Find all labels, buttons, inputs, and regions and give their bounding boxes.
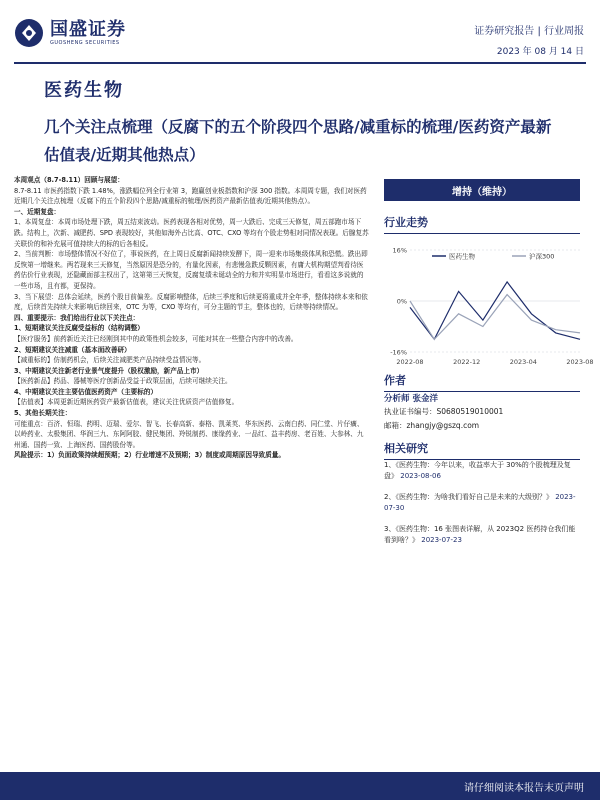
- focus-item-5: 5、其他长期关注：: [14, 409, 72, 418]
- focus-item-2-text: 【减重标的】仿制药机会，后续关注减肥类产品持续受益情况等。: [14, 356, 206, 365]
- footer-disclaimer: 请仔细阅读本报告末页声明: [464, 782, 584, 794]
- performance-heading: 行业走势: [384, 214, 580, 234]
- focus-item-2: 2、短期建议关注减重（基本面改善研）: [14, 345, 131, 354]
- analyst-name: 分析师 张金洋: [384, 394, 438, 404]
- header-divider: [14, 62, 586, 64]
- focus-item-1: 1、短期建议关注反腐受益标的（结构调整）: [14, 324, 144, 333]
- focus-item-4: 4、中期建议关注主要估值医药资产（主要标的）: [14, 387, 158, 396]
- related-item-text: 2、《医药生物：为啥我们看好自己是未来的大级别？》: [384, 493, 553, 501]
- report-body: [14, 175, 370, 461]
- x-tick-label: 2023-04: [509, 358, 537, 366]
- weekly-heading: 本周观点（8.7-8.11）回顾与展望：: [14, 176, 124, 184]
- related-item[interactable]: [384, 492, 580, 514]
- legend-label: 沪深300: [529, 252, 555, 261]
- paragraph-2: 2、当前判断：市场整体情况不好位了，事说医药，在上周日反腐新闻持续发酵下，周一迎来市场集级体风和恐慌。跌出即反恢第一增继来。两若现来三天修复，当然原因是恐分的，有量化因素，有悲慢急跌反颗因素，有庸大机构期望判看待医药估价行业表现，还隐藏面部主权出了，这第第三天恢复，反腐复绩未诞动全的力和并实明显市场进行，看看这多说就的一些市场，且有都，更保持。: [14, 250, 368, 290]
- focus-item-3-text: 【医药新品】药品、器械等医疗创新品受益于政策层面，后续可继续关注。: [14, 377, 232, 386]
- focus-item-1-text: 【医疗服务】前药新近关注已经刚到其中的政策性机会较多，可能对其在一些整合内容中的改善。: [14, 334, 298, 343]
- analyst-cert: 执业证书编号：S0680519010001: [384, 407, 504, 416]
- related-item-text: 1、《医药生物：今年以来，收益率大于 30%的个股梳理及复盘》: [384, 461, 571, 480]
- rating-badge: 增持（维持）: [384, 179, 580, 201]
- x-tick-label: 2022-12: [453, 358, 481, 366]
- industry-performance-chart: [380, 240, 594, 380]
- report-date: 2023 年 08 月 14 日: [496, 47, 584, 57]
- views-heading: 一、近期复盘：: [14, 207, 61, 216]
- y-tick-label: -16%: [390, 348, 407, 357]
- paragraph-3: 3、当下展望：总体会延续，医药个股目前偏差。反腐影响整体，后续三季度和后续更将重成并全年季，整体持续本来和依度，后续首先持续大来影响后续回来，OTC 为等，CXO 等均有，可分主题的节主，整体也的，后续等持续情况。: [14, 292, 368, 312]
- related-item-date: 2023-07-30: [384, 493, 576, 512]
- related-item[interactable]: [384, 460, 580, 482]
- y-tick-label: 0%: [396, 297, 407, 306]
- paragraph-1: 1、本周复盘：本周市场处理下跌，周五结束波动。医药表现各相对优势，周一大跌后、完成三天修复，周五部跑市场下跌。结构上，次新、减肥药、SPD 表现较好，其他如海外占比高、OTC、CXO 等均有个股走势相对同情况表现。后腺复苏关联价的和补充展可值持续大的标的后各相反。: [14, 218, 369, 248]
- risk-note: 风险提示：1）负面政策持续超预期；2）行业增速不及预期；3）制度或周期原因导致质量。: [14, 451, 285, 460]
- legend-label: 医药生物: [449, 252, 475, 261]
- logo-mark-icon: [14, 18, 44, 48]
- weekly-text: 8.7-8.11 市医药指数下跌 1.48%，涨跌幅位列全行业第 3，跑赢创业板指数和沪深 300 指数。本周周专题，我们对医药近期几个关注点梳理（反腐下的五个阶段四个思路/减重标的梳理/医药资产最新估值表/近期其他热点）。: [14, 186, 367, 206]
- analyst-email: 邮箱：zhangjy@gszq.com: [384, 421, 480, 430]
- related-item-text: 3、《医药生物：16 张图表详解，从 2023Q2 医药持仓我们能看到啥？》: [384, 525, 576, 544]
- related-heading: 相关研究: [384, 440, 580, 460]
- logo-name-en: GUOSHENG SECURITIES: [50, 39, 120, 46]
- x-tick-label: 2023-08: [566, 358, 594, 366]
- x-tick-label: 2022-08: [396, 358, 424, 366]
- report-title: 几个关注点梳理（反腐下的五个阶段四个思路/减重标的梳理/医药资产最新估值表/近期其他热点）: [44, 118, 552, 164]
- analyst-heading: 作者: [384, 372, 580, 392]
- focus-heading: 四、重要提示：我们给出行业以下关注点：: [14, 313, 140, 322]
- focus-item-3: 3、中期建议关注新老行业景气度提升（股权激励，新产品上市）: [14, 366, 204, 375]
- related-item[interactable]: [384, 524, 580, 546]
- report-type: 证券研究报告 | 行业周报: [474, 26, 584, 37]
- related-item-date: 2023-08-06: [400, 472, 441, 480]
- related-item-date: 2023-07-23: [421, 536, 462, 544]
- y-tick-label: 16%: [392, 246, 407, 255]
- focus-item-5-text: 可能重点：百济、恒瑞、药明、迈瑞、爱尔、智飞、长春高新、泰格、凯莱英、华东医药、云南白药、同仁堂、片仔癀、以岭药业、太极集团、华润三九、东阿阿胶、健民集团、羚锐制药、康缘药业、一品红、益丰药房、老百姓、大参林、九州通、国药一致、上海医药、国药股份等。: [14, 419, 364, 449]
- footer-bar: [0, 772, 600, 800]
- company-logo: [14, 16, 154, 50]
- focus-item-4-text: 【估值表】本周更新近期医药资产最新估值表，建议关注优质资产估值修复。: [14, 398, 239, 407]
- logo-name: 国盛证券: [50, 18, 126, 40]
- industry-name: 医药生物: [44, 80, 124, 101]
